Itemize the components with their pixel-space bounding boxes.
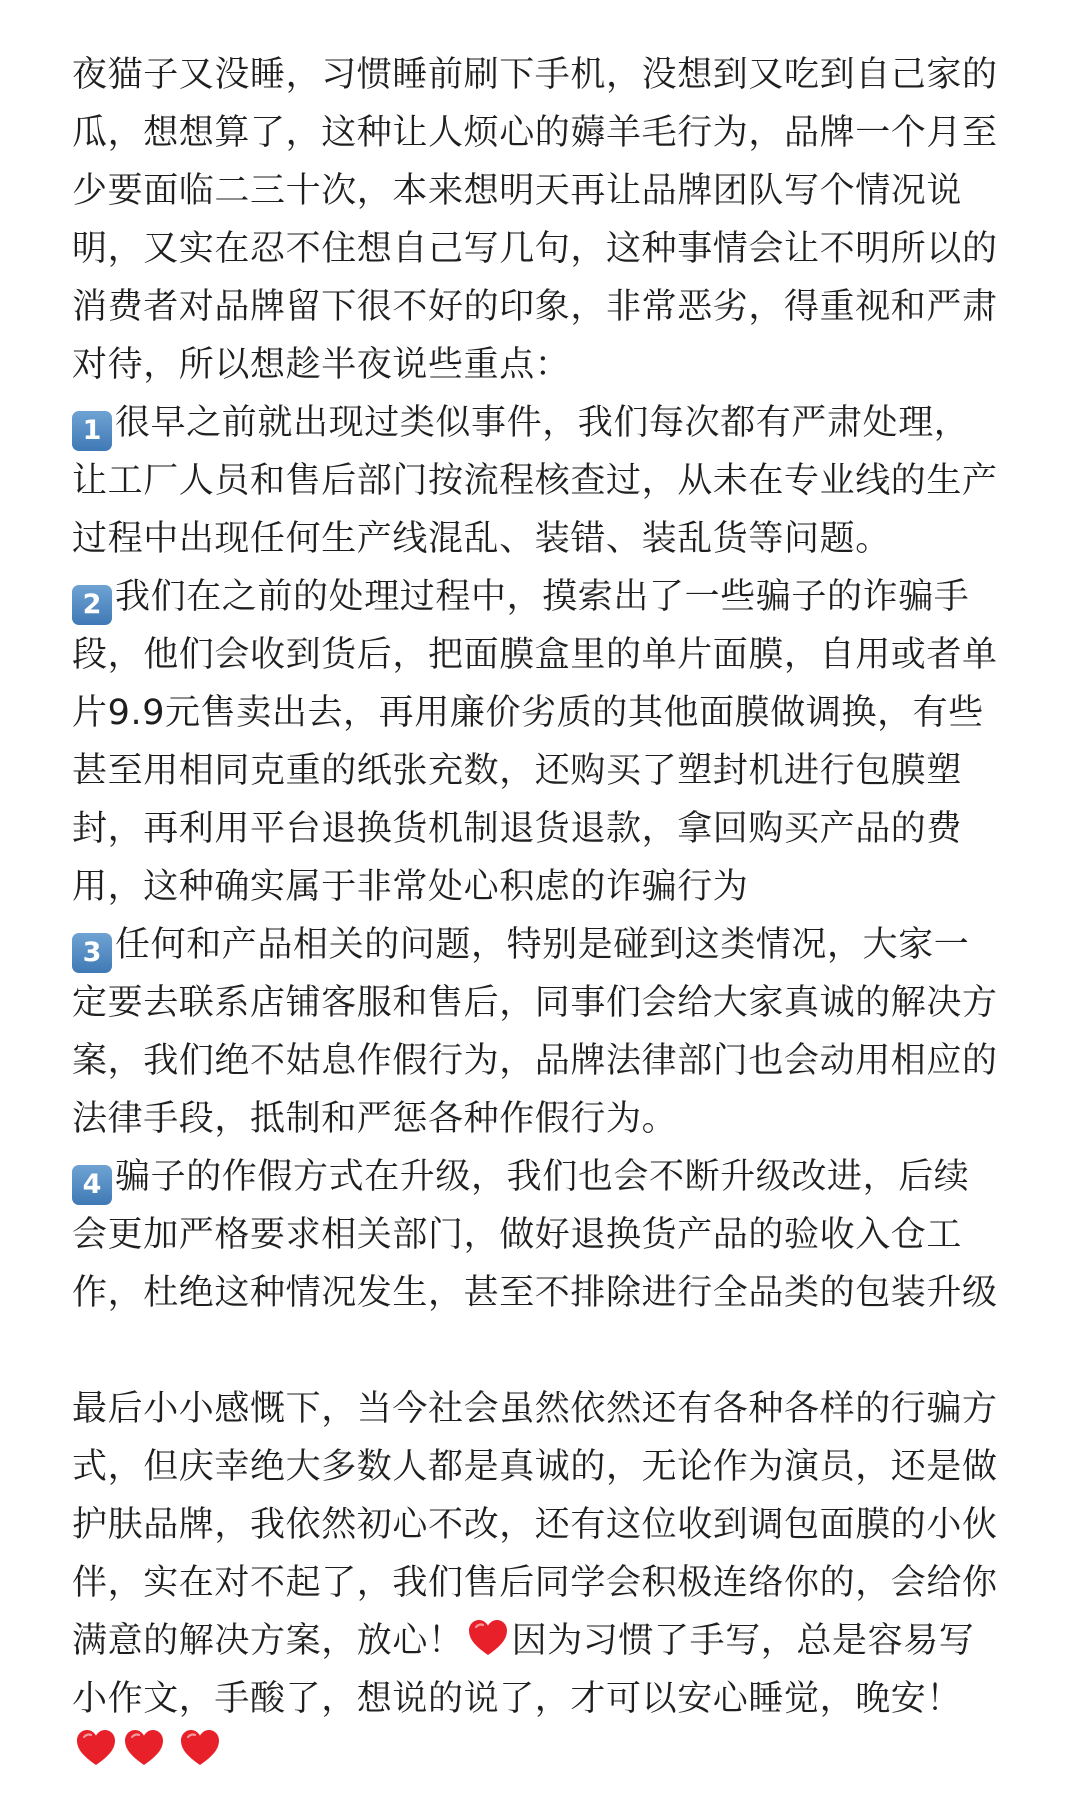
text-line: 我们在之前的处理过程中，摸索出了一些骗子的诈骗手 bbox=[115, 577, 970, 617]
text-line: 法律手段，抵制和严惩各种作假行为。 bbox=[72, 1099, 678, 1139]
point-first-line bbox=[72, 394, 1022, 452]
keycap-number-4-icon: 4 bbox=[72, 1165, 112, 1205]
point-3 bbox=[72, 916, 1022, 1148]
hearts-row bbox=[72, 1728, 1022, 1786]
text-line: 护肤品牌，我依然初心不改，还有这位收到调包面膜的小伙 bbox=[72, 1505, 998, 1545]
text-line: 最后小小感慨下，当今社会虽然依然还有各种各样的行骗方 bbox=[72, 1389, 998, 1429]
text-line: 片9.9元售卖出去，再用廉价劣质的其他面膜做调换，有些 bbox=[72, 693, 984, 733]
point-4 bbox=[72, 1148, 1022, 1322]
text-line: 对待，所以想趁半夜说些重点： bbox=[72, 345, 571, 385]
text-line: 夜猫子又没睡，习惯睡前刷下手机，没想到又吃到自己家的 bbox=[72, 55, 998, 95]
text-line: 很早之前就出现过类似事件，我们每次都有严肃处理， bbox=[115, 403, 970, 443]
intro-paragraph bbox=[72, 46, 1022, 394]
text-segment: 满意的解决方案，放心！ bbox=[72, 1621, 464, 1661]
red-heart-icon bbox=[75, 1728, 117, 1768]
text-line: 定要去联系店铺客服和售后，同事们会给大家真诚的解决方 bbox=[72, 983, 998, 1023]
text-line: 会更加严格要求相关部门，做好退换货产品的验收入仓工 bbox=[72, 1215, 963, 1255]
post-body bbox=[72, 46, 1022, 1786]
point-first-line bbox=[72, 1148, 1022, 1206]
text-line: 过程中出现任何生产线混乱、装错、装乱货等问题。 bbox=[72, 519, 891, 559]
text-line: 小作文，手酸了，想说的说了，才可以安心睡觉，晚安！ bbox=[72, 1679, 963, 1719]
text-line: 甚至用相同克重的纸张充数，还购买了塑封机进行包膜塑 bbox=[72, 751, 963, 791]
paragraph-spacer bbox=[72, 1322, 1022, 1380]
heart-text-line bbox=[72, 1612, 1022, 1670]
text-line: 少要面临二三十次，本来想明天再让品牌团队写个情况说 bbox=[72, 171, 963, 211]
text-line: 段，他们会收到货后，把面膜盒里的单片面膜，自用或者单 bbox=[72, 635, 998, 675]
red-heart-icon bbox=[179, 1728, 221, 1768]
text-line: 式，但庆幸绝大多数人都是真诚的，无论作为演员，还是做 bbox=[72, 1447, 998, 1487]
closing-paragraph bbox=[72, 1380, 1022, 1786]
point-first-line bbox=[72, 916, 1022, 974]
text-line: 瓜，想想算了，这种让人烦心的薅羊毛行为，品牌一个月至 bbox=[72, 113, 998, 153]
red-heart-icon bbox=[467, 1618, 509, 1658]
text-line: 作，杜绝这种情况发生，甚至不排除进行全品类的包装升级 bbox=[72, 1273, 998, 1313]
point-1 bbox=[72, 394, 1022, 568]
text-line: 让工厂人员和售后部门按流程核查过，从未在专业线的生产 bbox=[72, 461, 998, 501]
text-line: 用，这种确实属于非常处心积虑的诈骗行为 bbox=[72, 867, 749, 907]
text-line: 封，再利用平台退换货机制退货退款，拿回购买产品的费 bbox=[72, 809, 963, 849]
text-line: 骗子的作假方式在升级，我们也会不断升级改进，后续 bbox=[115, 1157, 970, 1197]
point-first-line bbox=[72, 568, 1022, 626]
point-2 bbox=[72, 568, 1022, 916]
text-segment: 因为习惯了手写，总是容易写 bbox=[511, 1621, 975, 1661]
keycap-number-3-icon: 3 bbox=[72, 933, 112, 973]
text-line: 任何和产品相关的问题，特别是碰到这类情况，大家一 bbox=[115, 925, 970, 965]
keycap-number-1-icon: 1 bbox=[72, 411, 112, 451]
red-heart-icon bbox=[123, 1728, 165, 1768]
keycap-number-2-icon: 2 bbox=[72, 585, 112, 625]
text-line: 明，又实在忍不住想自己写几句，这种事情会让不明所以的 bbox=[72, 229, 998, 269]
text-line: 伴，实在对不起了，我们售后同学会积极连络你的，会给你 bbox=[72, 1563, 998, 1603]
text-line: 案，我们绝不姑息作假行为，品牌法律部门也会动用相应的 bbox=[72, 1041, 998, 1081]
text-line: 消费者对品牌留下很不好的印象，非常恶劣，得重视和严肃 bbox=[72, 287, 998, 327]
